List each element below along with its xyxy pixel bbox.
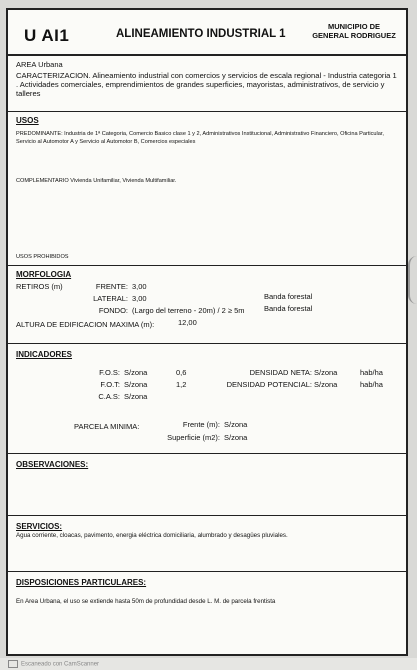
fos-label: F.O.S:: [99, 368, 120, 377]
densidad-neta-value: S/zona: [314, 368, 338, 377]
municipality-line1: MUNICIPIO DE: [327, 22, 381, 31]
densidad-potencial-value: S/zona: [314, 380, 338, 389]
parcela-minima-label: PARCELA MINIMA:: [74, 422, 140, 431]
fos-zona: S/zona: [124, 368, 148, 377]
fot-zona: S/zona: [124, 380, 148, 389]
camscanner-icon: [8, 660, 18, 668]
watermark-text: Escaneado con CamScanner: [21, 661, 100, 668]
stamp-edge: [408, 256, 417, 304]
densidad-potencial-label: DENSIDAD POTENCIAL:: [226, 380, 312, 389]
fot-label: F.O.T:: [100, 380, 120, 389]
servicios-heading: SERVICIOS:: [16, 522, 63, 531]
lateral-value: 3,00: [132, 294, 147, 303]
parcela-frente-label: Frente (m):: [182, 420, 220, 429]
observaciones-heading: OBSERVACIONES:: [16, 460, 89, 469]
zone-code: U AI1: [24, 26, 70, 45]
zone-title: ALINEAMIENTO INDUSTRIAL 1: [116, 28, 286, 40]
altura-value: 12,00: [178, 318, 197, 327]
cas-zona: S/zona: [124, 392, 148, 401]
municipality: [308, 22, 400, 40]
disposiciones-heading: DISPOSICIONES PARTICULARES:: [16, 578, 147, 587]
usos-prohibidos: USOS PROHIBIDOS: [16, 254, 69, 260]
usos-predominante: PREDOMINANTE: Industria de 1ª Categoria, Comercio Basico clase 1 y 2, Administrativos Institucional, Administrativo Financiero, Oficina Particular, Servicio al Automotor A y Servicio al Automotor B, Comercios especiales: [16, 131, 384, 145]
parcela-superficie-value: S/zona: [224, 433, 248, 442]
caracterizacion-text: CARACTERIZACION. Alineamiento industrial con comercios y servicios de escala regional - Industria categoria 1 . Actividades comerciales, emprendimientos de grandes superficies, mayoristas, administrativos, de servicio y talleres: [16, 71, 397, 98]
retiros-label: RETIROS (m): [16, 282, 63, 291]
altura-label: ALTURA DE EDIFICACION MAXIMA (m):: [16, 320, 155, 329]
densidad-potencial-unit: hab/ha: [360, 380, 383, 389]
area-section: [8, 56, 406, 112]
lateral-label: LATERAL:: [93, 294, 128, 303]
banda-forestal-1: Banda forestal: [264, 292, 313, 301]
observaciones-section: [8, 454, 406, 516]
indicadores-heading: INDICADORES: [16, 350, 73, 359]
morfologia-heading: MORFOLOGIA: [16, 270, 72, 279]
sheet-header: [8, 10, 406, 56]
densidad-neta-unit: hab/ha: [360, 368, 383, 377]
densidad-neta-label: DENSIDAD NETA:: [249, 368, 312, 377]
banda-forestal-2: Banda forestal: [264, 304, 313, 313]
indicadores-section: [8, 344, 406, 454]
parcela-frente-value: S/zona: [224, 420, 248, 429]
fos-value: 0,6: [176, 368, 187, 377]
disposiciones-section: [8, 572, 406, 656]
area-label: AREA Urbana: [16, 60, 63, 69]
morfologia-section: [8, 266, 406, 344]
usos-complementario: COMPLEMENTARIO Vivienda Unifamiliar, Vivienda Multifamiliar.: [16, 178, 177, 184]
servicios-section: [8, 516, 406, 572]
frente-label: FRENTE:: [95, 282, 128, 291]
fondo-label: FONDO:: [98, 306, 128, 315]
frente-value: 3,00: [132, 282, 147, 291]
zoning-sheet: [6, 8, 408, 656]
fondo-value: (Largo del terreno - 20m) / 2 ≥ 5m: [132, 306, 245, 315]
scanner-watermark: [8, 660, 99, 668]
parcela-superficie-label: Superficie (m2):: [167, 433, 220, 442]
cas-label: C.A.S:: [98, 392, 120, 401]
usos-section: [8, 112, 406, 266]
usos-heading: USOS: [16, 116, 39, 125]
servicios-text: Agua corriente, cloacas, pavimento, energia eléctrica domiciliaria, alumbrado y desagües pluviales.: [16, 532, 288, 539]
municipality-line2: GENERAL RODRIGUEZ: [312, 31, 396, 40]
disposiciones-text: En Area Urbana, el uso se extiende hasta 50m de profundidad desde L. M. de parcela frentista: [16, 598, 276, 605]
fot-value: 1,2: [176, 380, 187, 389]
